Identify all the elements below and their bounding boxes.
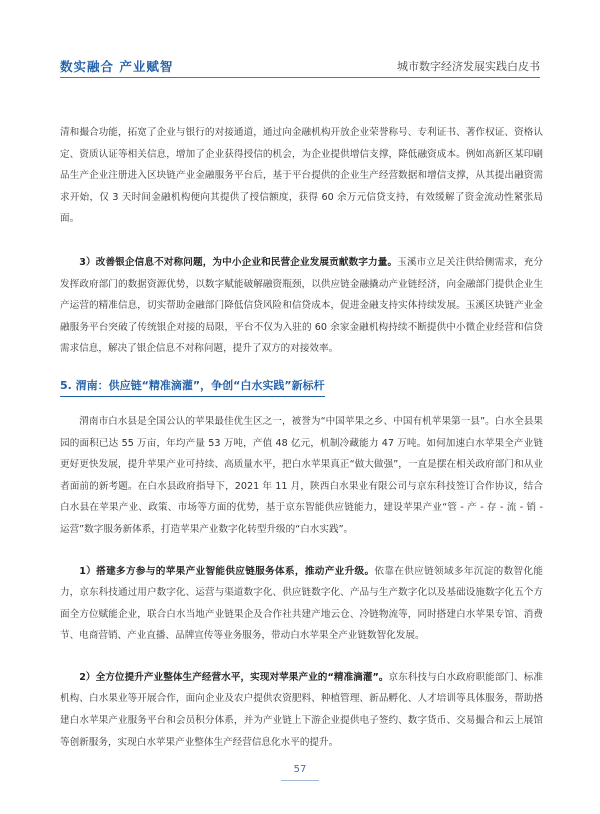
section-heading: 5. 渭南：供应链“精准滴灌”，争创“白水实践”新标杆 (60, 378, 325, 397)
paragraph-supply-chain (60, 561, 543, 647)
paragraph-text: 玉溪市立足关注供给侧需求，充分发挥政府部门的数据资源优势，以数字赋能破解融资瓶颈，以供应链金融撬动产业链经济，向金融部门提供企业生产运营的精准信息，切实帮助金融部门降低信贷风险和信贷成本，促进金融支持实体持续发展。玉溪区块链产业金融服务平台突破了传统银企对接的局限，平台不仅为入驻的 60 余家金融机构持续不断提供中小微企业经营和信贷需求信息，解决了银企信息不对称问题，提升了双方的对接效率。 (60, 256, 543, 355)
paragraph-continuation: 清和撮合功能，拓宽了企业与银行的对接通道，通过向金融机构开放企业荣誉称号、专利证书、著作权证、资格认定、资质认证等相关信息，增加了企业获得授信的机会，为企业提供增信支撑，降低融资成本。例如高新区某印刷品生产企业注册进入区块链产业金融服务平台后，基于平台提供的企业生产经营数据和增信支撑，从其提出融资需求开始，仅 3 天时间金融机构便向其提供了授信额度，获得 60 余万元信贷支持，有效缓解了资金流动性紧张局面。 (60, 127, 543, 225)
paragraph-text: 京东科技与白水政府职能部门、标准机构、白水果业等开展合作，面向企业及农户提供农资肥料、种植管理、新品孵化、人才培训等具体服务，帮助搭建白水苹果产业服务平台和会员积分体系，并为产业链上下游企业提供电子签约、数字货币、交易撮合和云上展馆等创新服务，实现白水苹果产业整体生产经营信息化水平的提升。 (60, 671, 544, 748)
paragraph-lead: 3）改善银企信息不对称问题，为中小企业和民营企业发展贡献数字力量。 (79, 256, 398, 268)
paragraph-credit-info (60, 252, 543, 360)
paragraph-precision-irrigation (60, 667, 543, 753)
paragraph-lead: 2）全方位提升产业整体生产经营水平，实现对苹果产业的“精准滴灌”。 (79, 671, 389, 683)
paragraph-text: 依靠在供应链领域多年沉淀的数智化能力，京东科技通过用户数字化、运营与渠道数字化、供应链数字化、产品与生产数字化以及基础设施数字化五个方面全方位赋能企业，联合白水当地产业链果企及合作社共建产地云仓、冷链物流等，同时搭建白水苹果专馆、消费节、电商营销、产业直播、品牌宣传等业务服务，带动白水苹果全产业链数智化发展。 (60, 565, 543, 642)
header-divider (60, 77, 540, 78)
paragraph-baishui-intro: 渭南市白水县是全国公认的苹果最佳优生区之一，被誉为“中国苹果之乡、中国有机苹果第一县”。白水全县果园的面积已达 55 万亩，年均产量 53 万吨，产值 48 亿元，机制冷藏能力 47 万吨。如何加速白水苹果全产业链更好更快发展，提升苹果产业可持续、高质量水平，把白水苹果真正“做大做强”，一直是摆在相关政府部门和从业者面前的新考题。在白水县政府指导下，2021 年 11 月，陕西白水果业有限公司与京东科技签订合作协议，结合白水县在苹果产业、政策、市场等方面的优势，基于京东智能供应链能力，建设苹果产业“管 - 产 - 存 - 流 - 销 - 运营”数字服务新体系，打造苹果产业数字化转型升级的“白水实践”。 (60, 415, 543, 535)
page-number: 57 (293, 764, 307, 775)
page-body (60, 122, 543, 753)
header-section-title: 数实融合 产业赋智 (60, 59, 174, 74)
paragraph-lead: 1）搭建多方参与的苹果产业智能供应链服务体系，推动产业升级。 (79, 565, 375, 577)
header-document-title: 城市数字经济发展实践白皮书 (397, 60, 540, 73)
page-number-underline (281, 780, 319, 781)
